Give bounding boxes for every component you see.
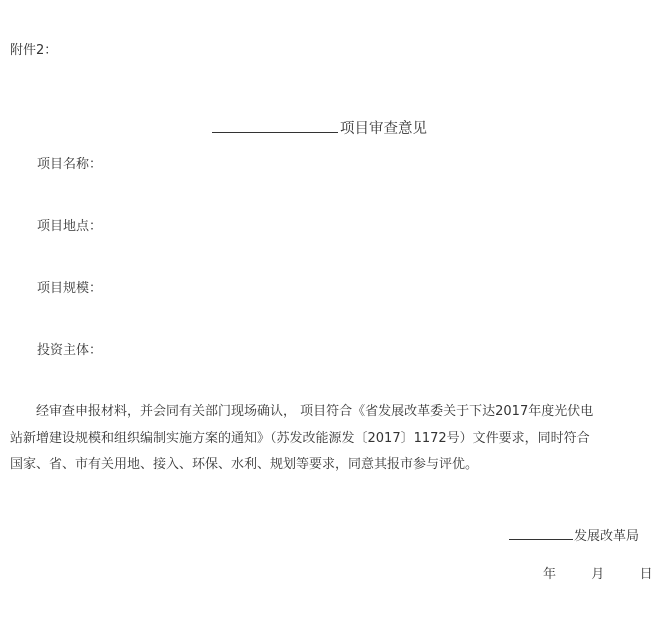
opinion-line: 国家、省、市有关用地、接入、环保、水利、规划等要求，同意其报市参与评优。 [10,457,479,472]
document-title [212,117,427,138]
opinion-line: 经审查申报材料，并会同有关部门现场确认， 项目符合《省发展改革委关于下达2017年度光伏电 [36,404,594,419]
field-investor: 投资主体： [37,343,103,358]
field-project-location: 项目地点： [37,219,103,234]
review-opinion-paragraph [10,399,638,479]
date-month-label: 月 [591,567,605,582]
field-project-name: 项目名称： [37,157,103,172]
title-blank-line [212,118,338,133]
attachment-label: 附件2： [10,43,58,58]
date-line [543,563,653,582]
signature-org-suffix: 发展改革局 [574,529,640,544]
date-year-label: 年 [543,567,557,582]
title-text: 项目审查意见 [340,121,427,137]
opinion-line: 站新增建设规模和组织编制实施方案的通知》（苏发改能源发〔2017〕1172号）文件要求，同时符合 [10,430,590,446]
signature-block [509,525,639,544]
field-project-scale: 项目规模： [37,281,103,296]
signature-blank-line [509,527,573,540]
date-day-label: 日 [639,567,653,582]
